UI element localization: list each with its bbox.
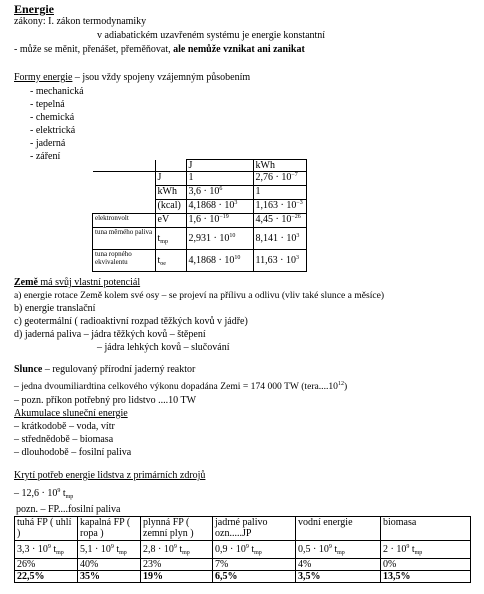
sun-line-2: – pozn. příkon potřebný pro lidstvo ....10 TW [14, 395, 197, 406]
earth-heading [14, 277, 140, 289]
coverage-table [14, 516, 471, 583]
accumulation-heading: Akumulace sluneční energie [14, 408, 128, 419]
unit-text: kWh [157, 186, 177, 197]
value: 2,8 · 10 [143, 544, 174, 555]
value: 4,45 · 10 [255, 214, 292, 225]
laws-line-1 [14, 16, 146, 28]
row-name: tuna měrného paliva [93, 228, 156, 250]
column-label: vodní energie [296, 517, 381, 541]
coverage-note: pozn. – FP....fosilní paliva [16, 504, 121, 515]
row-j [186, 172, 253, 186]
coverage-heading: Krytí potřeb energie lidstva z primárních zdrojů [14, 470, 206, 481]
row-j [186, 200, 253, 214]
unit-subscript: mp [160, 239, 168, 245]
row-kwh [253, 200, 306, 214]
exponent: 9 [245, 544, 249, 550]
unit: t [113, 544, 120, 555]
unit-subscript: mp [182, 550, 190, 556]
law-1-continuation: v adiabatickém uzavřeném systému je energie konstantní [97, 30, 326, 41]
row-name [93, 186, 156, 200]
row-name: elektronvolt [93, 214, 156, 228]
table-row [93, 200, 307, 214]
accumulation-item: – dlouhodobě – fosilní paliva [14, 447, 132, 458]
percent-cell: 23% [141, 559, 213, 571]
row-name [93, 200, 156, 214]
value: 11,63 · 10 [255, 255, 296, 266]
value: 8,141 · 10 [255, 233, 297, 244]
value: – 12,6 · 10 [14, 488, 58, 499]
unit-subscript: mp [337, 550, 345, 556]
exponent: −19 [219, 214, 229, 220]
value: 0,5 · 10 [298, 544, 329, 555]
table-cell [155, 160, 186, 172]
column-label: kapalná FP ( ropa ) [78, 517, 141, 541]
form-item: - mechanická [30, 86, 84, 97]
accumulation-item: – střednědobě – biomasa [14, 434, 114, 445]
sun-line-1 [14, 381, 347, 393]
row-kwh [253, 186, 306, 200]
earth-item-d-continuation: – jádra lehkých kovů – slučování [97, 342, 230, 353]
coverage-total [14, 488, 73, 500]
row-kwh [253, 228, 306, 250]
unit: t [60, 488, 66, 499]
value: 1,163 · 10 [255, 200, 297, 211]
sun-line-1-end: ) [343, 381, 348, 392]
percent-cell: 0% [381, 559, 471, 571]
value: 1,6 · 10 [188, 214, 220, 225]
value: 5,1 · 10 [80, 544, 111, 555]
row-unit [155, 250, 186, 272]
unit-subscript: mp [254, 550, 262, 556]
forms-heading-label: Formy energie [14, 72, 73, 83]
table-header-kwh: kWh [253, 160, 306, 172]
form-item: - chemická [30, 112, 75, 123]
page-title: Energie [14, 2, 54, 16]
form-item: - jaderná [30, 138, 66, 149]
table-row [93, 160, 307, 172]
column-label: jadrné palivo ozn.....JP [213, 517, 296, 541]
percent-cell: 26% [15, 559, 78, 571]
row-unit [155, 214, 186, 228]
sun-heading-label: Slunce [14, 364, 43, 375]
exponent: 10 [229, 233, 236, 239]
unit: t [50, 544, 57, 555]
table-row [93, 214, 307, 228]
column-label: tuhá FP ( uhlí ) [15, 517, 78, 541]
unit-subscript: mp [65, 494, 74, 500]
row-j [186, 214, 253, 228]
unit: t [331, 544, 338, 555]
exponent: 12 [337, 381, 344, 387]
unit-text: eV [157, 214, 170, 225]
exponent: 3 [234, 200, 238, 206]
value: 1 [188, 172, 194, 183]
form-item: - tepelná [30, 99, 65, 110]
sun-heading-rest: – regulovaný přírodní jaderný reaktor [42, 364, 196, 375]
row-name [93, 172, 156, 186]
unit: t [176, 544, 183, 555]
value: 2,931 · 10 [188, 233, 230, 244]
row-j [186, 228, 253, 250]
share-cell: 19% [141, 571, 213, 583]
row-unit [155, 172, 186, 186]
earth-heading-label: Země [14, 277, 38, 288]
unit: t [248, 544, 255, 555]
exponent: 9 [47, 544, 51, 550]
exponent: 9 [173, 544, 177, 550]
accumulation-item: – krátkodobě – voda, vítr [14, 421, 115, 432]
percent-cell: 4% [296, 559, 381, 571]
percent-cell: 7% [213, 559, 296, 571]
exponent: 3 [296, 233, 300, 239]
exponent: −26 [291, 214, 301, 220]
form-item: - záření [30, 151, 61, 162]
table-row [15, 541, 471, 559]
unit-text: t [157, 233, 161, 244]
units-table [92, 159, 307, 272]
exponent: 9 [328, 544, 332, 550]
row-kwh [253, 172, 306, 186]
row-kwh [253, 214, 306, 228]
unit-text: (kcal) [157, 200, 181, 211]
unit-subscript: mp [414, 550, 423, 556]
value: 1 [255, 186, 261, 197]
value: 2,76 · 10 [255, 172, 292, 183]
table-row [93, 228, 307, 250]
earth-item-c: c) geotermální ( radioaktivní rozpad těžkých kovů v jádře) [14, 316, 248, 327]
law-2 [14, 44, 305, 56]
share-cell: 22,5% [15, 571, 78, 583]
value: 3,6 · 10 [188, 186, 220, 197]
share-cell: 6,5% [213, 571, 296, 583]
table-row [93, 250, 307, 272]
exponent: 3 [295, 255, 299, 261]
unit-text: t [157, 255, 161, 266]
value: 2 · 10 [383, 544, 407, 555]
row-name: tuna ropného ekvivalentu [93, 250, 156, 272]
table-row [15, 571, 471, 583]
percent-cell: 40% [78, 559, 141, 571]
forms-heading [14, 72, 250, 84]
row-unit [155, 186, 186, 200]
sun-line-1-text: – jedna dvoumiliardtina celkového výkonu dopadána Zemi = 174 000 TW (tera....10 [14, 381, 338, 392]
exponent: 9 [110, 544, 114, 550]
amount-cell [296, 541, 381, 559]
amount-cell [141, 541, 213, 559]
value: 4,1868 · 10 [188, 200, 235, 211]
amount-cell [213, 541, 296, 559]
exponent: 9 [57, 488, 61, 494]
table-row [15, 517, 471, 541]
amount-cell [381, 541, 471, 559]
column-label: plynná FP ( zemní plyn ) [141, 517, 213, 541]
value: 0,9 · 10 [215, 544, 246, 555]
table-row [93, 172, 307, 186]
law-1: I. zákon termodynamiky [48, 16, 147, 27]
unit-subscript: mp [56, 550, 64, 556]
laws-label: zákony: [14, 16, 46, 27]
table-row [15, 559, 471, 571]
earth-item-a: a) energie rotace Země kolem své osy – se projeví na přílivu a odlivu (vliv také slunce a měsíce) [14, 290, 385, 301]
row-kwh [253, 250, 306, 272]
exponent: −7 [291, 172, 298, 178]
exponent: 9 [406, 544, 410, 550]
forms-heading-rest: – jsou vždy spojeny vzájemným působením [72, 72, 251, 83]
column-label: biomasa [381, 517, 471, 541]
law-2-bold: ale nemůže vznikat ani zanikat [173, 44, 305, 55]
share-cell: 13,5% [381, 571, 471, 583]
exponent: 10 [234, 255, 241, 261]
unit-text: J [157, 172, 162, 183]
value: 4,1868 · 10 [188, 255, 235, 266]
row-j [186, 186, 253, 200]
row-j [186, 250, 253, 272]
exponent: 6 [219, 186, 223, 192]
earth-item-b: b) energie translační [14, 303, 96, 314]
law-2-text: - může se měnit, přenášet, přeměňovat, [14, 44, 171, 55]
table-row [93, 186, 307, 200]
share-cell: 35% [78, 571, 141, 583]
unit-subscript: mp [119, 550, 127, 556]
earth-heading-rest: má svůj vlastní potenciál [37, 277, 141, 288]
unit-subscript: oe [160, 261, 166, 267]
form-item: - elektrická [30, 125, 76, 136]
sun-heading [14, 364, 195, 376]
unit: t [409, 544, 415, 555]
amount-cell [78, 541, 141, 559]
row-unit [155, 228, 186, 250]
value: 3,3 · 10 [17, 544, 48, 555]
amount-cell [15, 541, 78, 559]
table-header-j: J [186, 160, 253, 172]
table-cell [93, 160, 156, 172]
exponent: −3 [296, 200, 303, 206]
earth-item-d: d) jaderná paliva – jádra těžkých kovů – štěpení [14, 329, 206, 340]
share-cell: 3,5% [296, 571, 381, 583]
row-unit [155, 200, 186, 214]
